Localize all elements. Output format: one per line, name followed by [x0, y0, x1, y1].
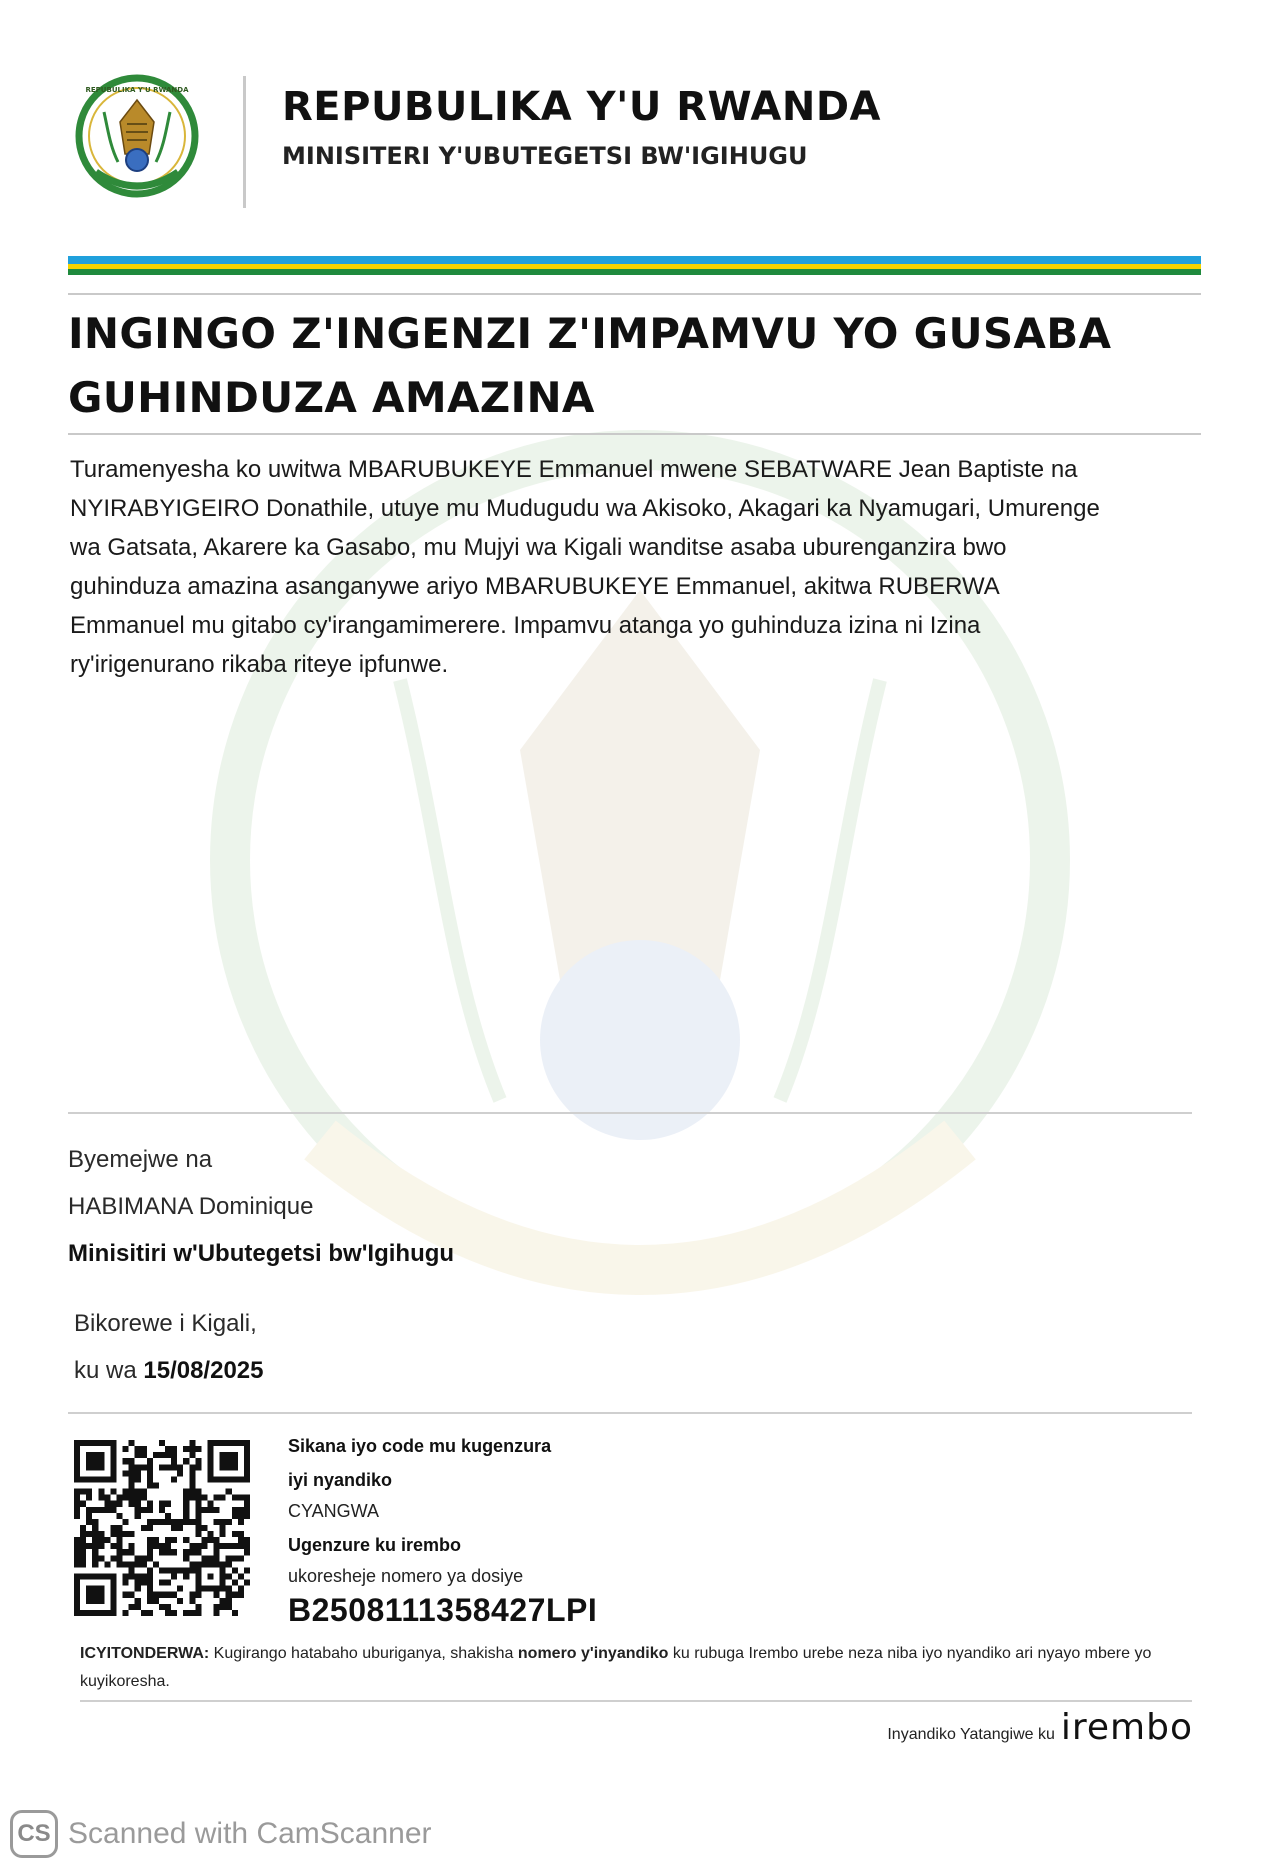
- scan-instruction: Sikana iyo code mu kugenzura: [288, 1436, 552, 1456]
- or-label: CYANGWA: [288, 1501, 380, 1521]
- title-line: GUHINDUZA AMAZINA: [68, 373, 595, 422]
- document-body: [70, 450, 1210, 684]
- using-number-label: ukoresheje nomero ya dosiye: [288, 1566, 524, 1586]
- body-line: ry'irigenurano rikaba riteye ipfunwe.: [70, 651, 449, 678]
- divider: [80, 1700, 1192, 1702]
- ministry-name: MINISITERI Y'UBUTEGETSI BW'IGIHUGU: [282, 142, 808, 170]
- issued-by: [887, 1707, 1193, 1748]
- approved-by-label: Byemejwe na: [68, 1146, 213, 1173]
- body-line: guhinduza amazina asanganywe ariyo MBARUBUKEYE Emmanuel, akitwa RUBERWA: [70, 573, 1000, 600]
- place-issued: Bikorewe i Kigali,: [74, 1310, 257, 1337]
- scanner-text: Scanned with CamScanner: [68, 1817, 432, 1850]
- coat-of-arms-icon: [74, 72, 200, 204]
- body-line: wa Gatsata, Akarere ka Gasabo, mu Mujyi wa Kigali wanditse asaba uburenganzira bwo: [70, 534, 1007, 561]
- divider: [68, 433, 1201, 435]
- scanner-watermark: [10, 1810, 432, 1858]
- divider: [68, 1412, 1192, 1414]
- note-text-2: ku rubuga Irembo urebe neza niba iyo nyandiko ari nyayo: [672, 1645, 1081, 1662]
- flag-stripe: [68, 256, 1201, 275]
- document-title: [68, 302, 1208, 430]
- note-text: Kugirango hatabaho uburiganya, shakisha: [213, 1645, 514, 1662]
- note-bold: nomero y'inyandiko: [517, 1645, 669, 1662]
- issued-by-label: Inyandiko Yatangiwe ku: [887, 1726, 1055, 1743]
- scan-instruction-2: iyi nyandiko: [288, 1470, 393, 1490]
- camscanner-logo-icon: CS: [10, 1810, 58, 1858]
- title-line: INGINGO Z'INGENZI Z'IMPAMVU YO GUSABA: [68, 309, 1112, 358]
- date-issued: [74, 1357, 264, 1385]
- header-divider: [243, 76, 246, 208]
- date-prefix: ku wa: [74, 1357, 137, 1384]
- approver-position: Minisitiri w'Ubutegetsi bw'Igihugu: [68, 1240, 455, 1267]
- body-line: NYIRABYIGEIRO Donathile, utuye mu Mudugudu wa Akisoko, Akagari ka Nyamugari, Umurenge: [70, 495, 1100, 522]
- verify-on-irembo: Ugenzure ku irembo: [288, 1535, 462, 1555]
- irembo-logo[interactable]: irembo: [1060, 1707, 1193, 1748]
- reference-number: B2508111358427LPI: [288, 1592, 598, 1628]
- svg-text:REPUBULIKA Y'U RWANDA: REPUBULIKA Y'U RWANDA: [85, 86, 189, 94]
- divider: [68, 1112, 1192, 1114]
- country-name: REPUBULIKA Y'U RWANDA: [282, 84, 881, 130]
- body-line: Emmanuel mu gitabo cy'irangamimerere. Impamvu atanga yo guhinduza izina ni Izina: [70, 612, 981, 639]
- date-value: 15/08/2025: [143, 1357, 264, 1384]
- body-line: Turamenyesha ko uwitwa MBARUBUKEYE Emmanuel mwene SEBATWARE Jean Baptiste na: [70, 456, 1078, 483]
- approver-name: HABIMANA Dominique: [68, 1193, 314, 1220]
- qr-code-icon[interactable]: [74, 1440, 250, 1616]
- warning-note: [80, 1640, 1190, 1696]
- note-label: ICYITONDERWA:: [80, 1645, 210, 1662]
- divider: [68, 293, 1201, 295]
- note-text-3: mbere yo kuyikoresha.: [80, 1645, 1152, 1690]
